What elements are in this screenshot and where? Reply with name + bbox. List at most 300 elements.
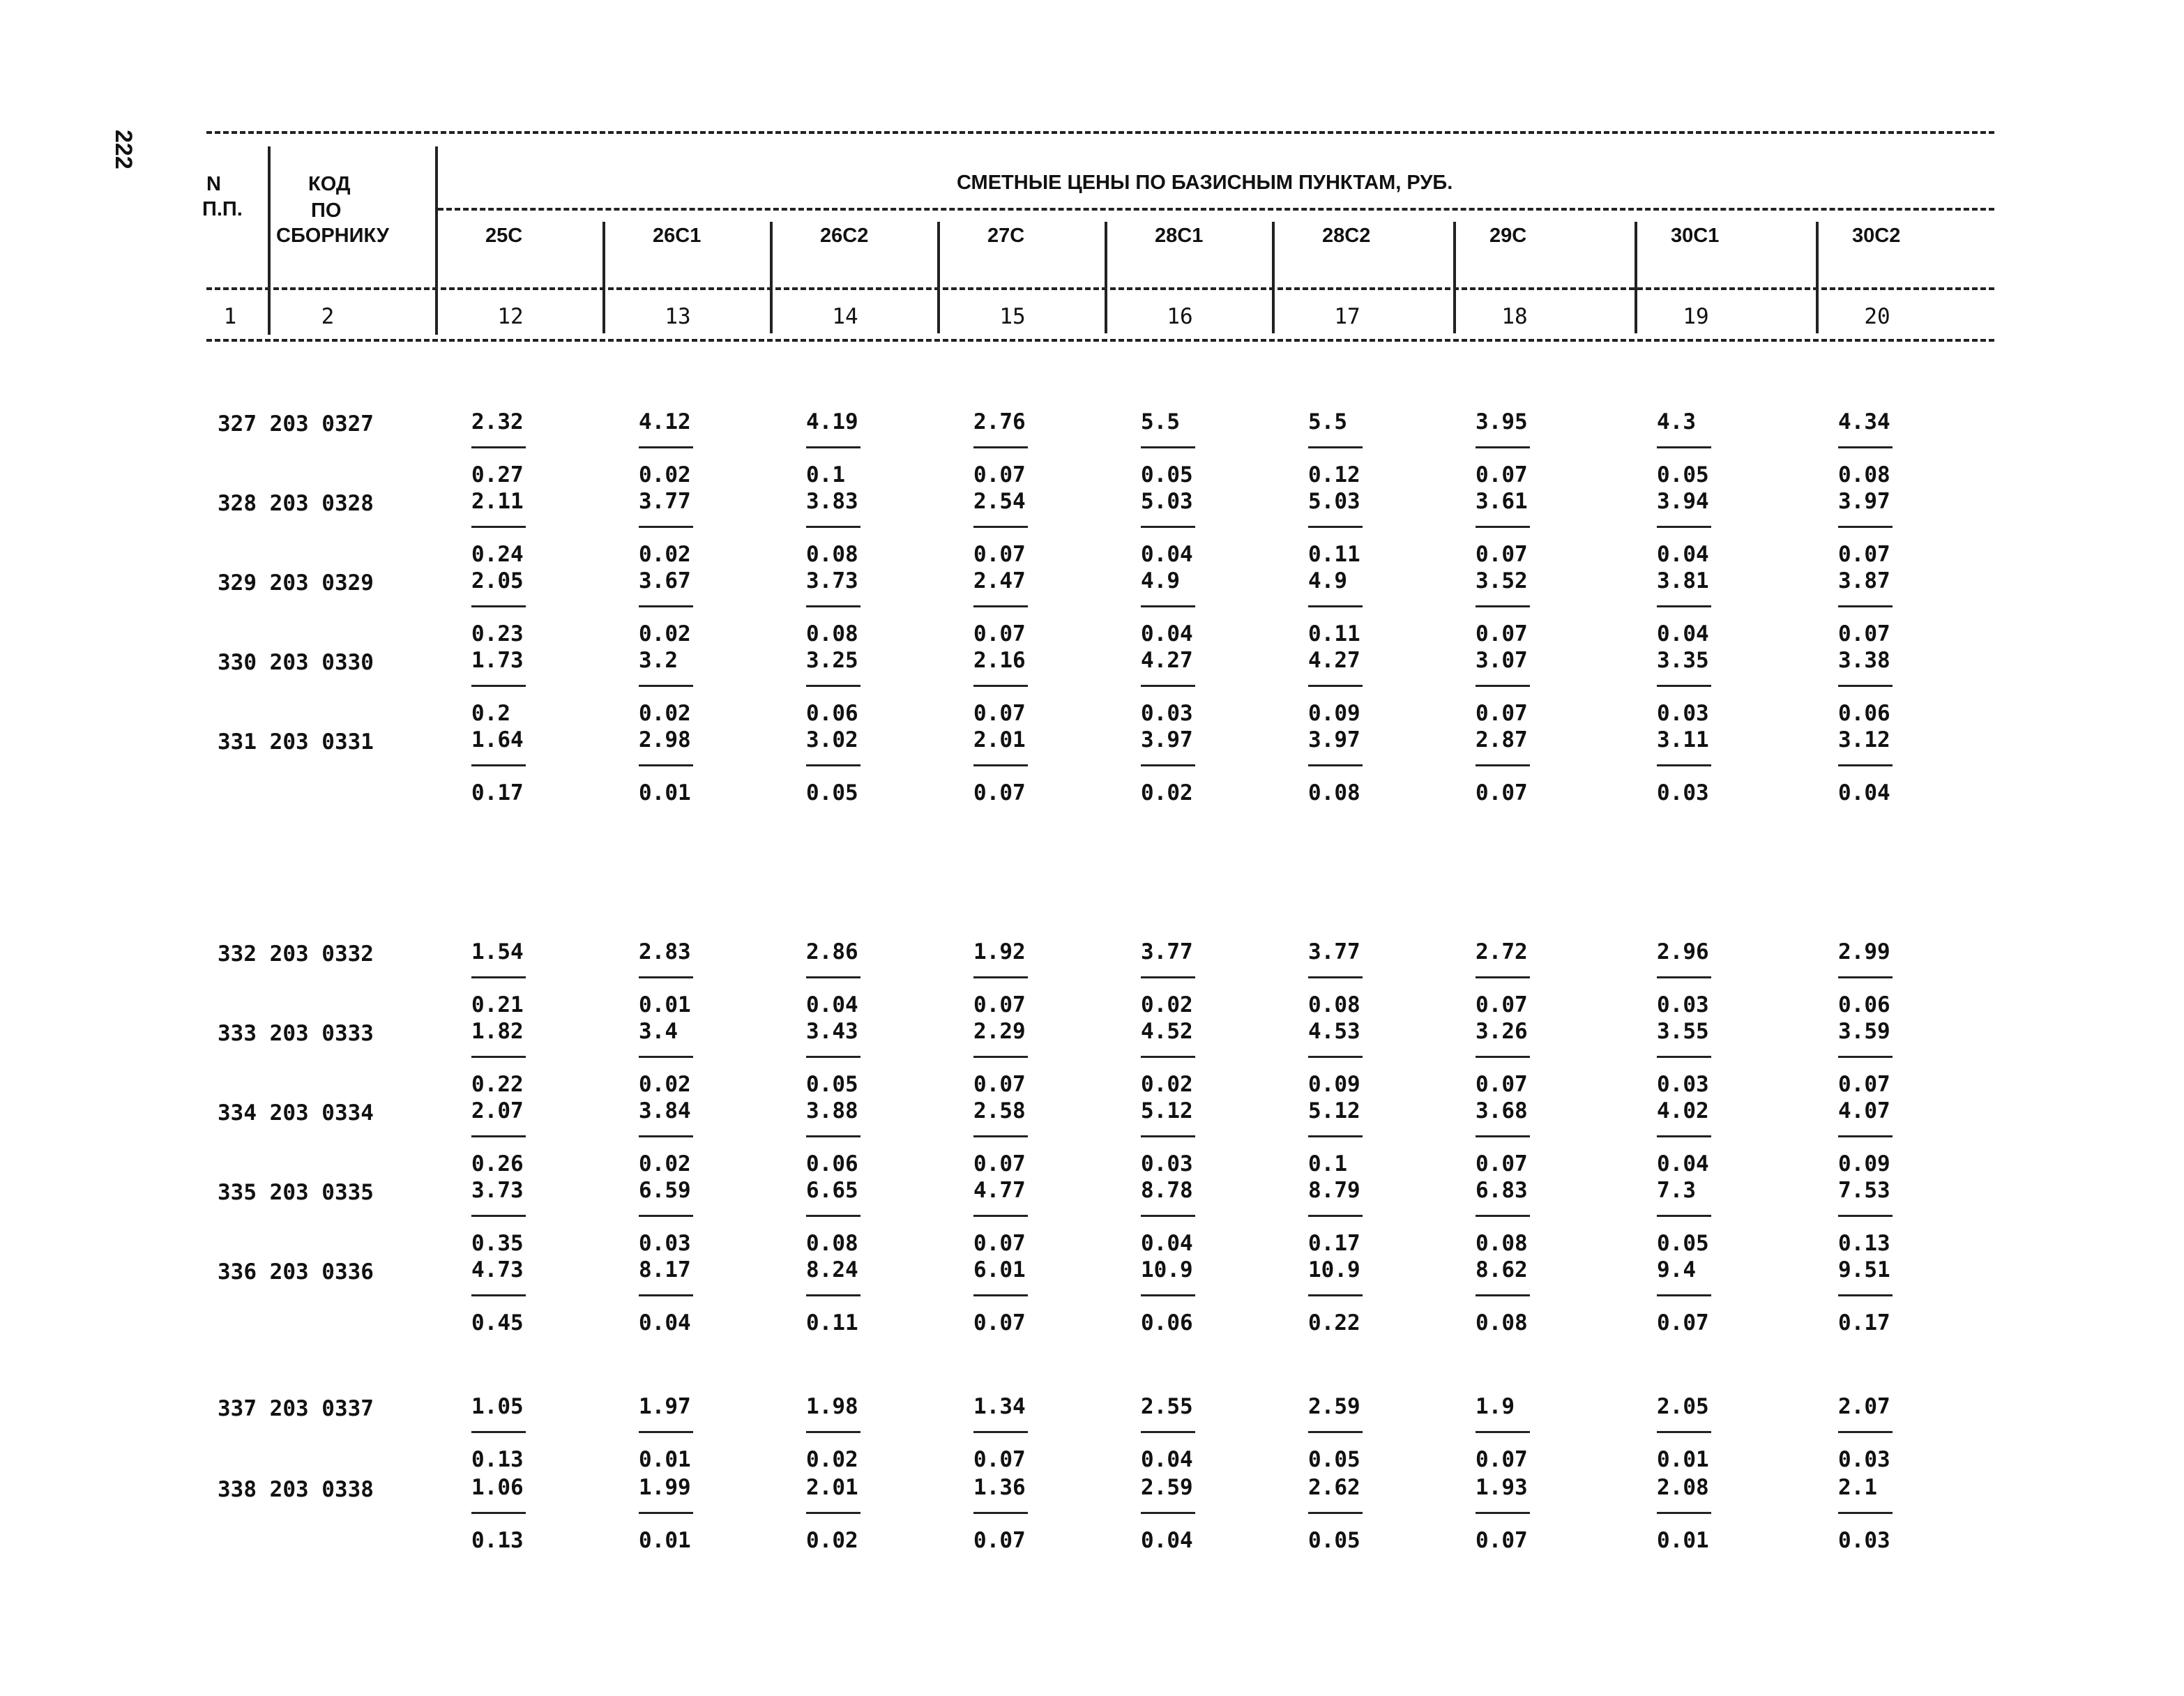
header-top-rule xyxy=(206,131,1994,134)
transport-value: 0.07 xyxy=(1476,992,1528,1017)
fraction-line xyxy=(639,446,693,448)
fraction-line xyxy=(973,605,1028,607)
transport-value: 0.07 xyxy=(973,462,1026,487)
price-value: 10.9 xyxy=(1308,1257,1360,1282)
fraction-line xyxy=(1308,446,1363,448)
fraction-line xyxy=(639,976,693,978)
price-value: 3.4 xyxy=(639,1019,678,1044)
transport-value: 0.02 xyxy=(1141,1072,1193,1097)
price-value: 2.47 xyxy=(973,568,1026,593)
price-value: 3.55 xyxy=(1657,1019,1709,1044)
column-divider xyxy=(1272,222,1275,333)
transport-value: 0.03 xyxy=(1141,701,1193,726)
transport-value: 0.09 xyxy=(1308,1072,1360,1097)
fraction-line xyxy=(1141,1512,1195,1514)
fraction-line xyxy=(1476,605,1530,607)
column-number: 19 xyxy=(1683,304,1709,329)
fraction-line xyxy=(471,685,526,687)
transport-value: 0.07 xyxy=(973,1447,1026,1472)
transport-value: 0.11 xyxy=(1308,621,1360,646)
transport-value: 0.08 xyxy=(1838,462,1890,487)
transport-value: 0.12 xyxy=(1308,462,1360,487)
fraction-line xyxy=(1838,685,1893,687)
price-value: 3.81 xyxy=(1657,568,1709,593)
price-value: 7.3 xyxy=(1657,1178,1696,1203)
price-value: 2.01 xyxy=(806,1475,858,1500)
transport-value: 0.03 xyxy=(1657,1072,1709,1097)
price-value: 4.34 xyxy=(1838,409,1890,434)
fraction-line xyxy=(1476,764,1530,766)
fraction-line xyxy=(1657,764,1711,766)
price-value: 3.12 xyxy=(1838,727,1890,752)
column-number: 16 xyxy=(1167,304,1193,329)
col-num-2: 2 xyxy=(321,304,335,329)
fraction-line xyxy=(471,526,526,528)
fraction-line xyxy=(639,605,693,607)
transport-value: 0.04 xyxy=(1657,621,1709,646)
fraction-line xyxy=(1838,1294,1893,1296)
fraction-line xyxy=(471,446,526,448)
price-value: 1.36 xyxy=(973,1475,1026,1500)
transport-value: 0.04 xyxy=(639,1310,691,1335)
transport-value: 0.06 xyxy=(806,1151,858,1176)
fraction-line xyxy=(1476,685,1530,687)
transport-value: 0.07 xyxy=(973,701,1026,726)
fraction-line xyxy=(1838,1056,1893,1058)
transport-value: 0.04 xyxy=(1657,1151,1709,1176)
transport-value: 0.01 xyxy=(639,1528,691,1553)
price-value: 3.95 xyxy=(1476,409,1528,434)
transport-value: 0.07 xyxy=(973,621,1026,646)
fraction-line xyxy=(1476,1215,1530,1217)
price-value: 3.97 xyxy=(1838,489,1890,514)
transport-value: 0.08 xyxy=(1308,992,1360,1017)
price-value: 7.53 xyxy=(1838,1178,1890,1203)
transport-value: 0.02 xyxy=(639,701,691,726)
fraction-line xyxy=(639,1512,693,1514)
fraction-line xyxy=(471,1215,526,1217)
price-value: 2.32 xyxy=(471,409,524,434)
price-value: 2.96 xyxy=(1657,939,1709,964)
transport-value: 0.06 xyxy=(1838,992,1890,1017)
row-label: 338 203 0338 xyxy=(218,1477,374,1502)
fraction-line xyxy=(1141,764,1195,766)
price-value: 9.51 xyxy=(1838,1257,1890,1282)
transport-value: 0.04 xyxy=(1141,621,1193,646)
price-value: 1.97 xyxy=(639,1394,691,1419)
fraction-line xyxy=(1141,605,1195,607)
transport-value: 0.07 xyxy=(1476,621,1528,646)
price-value: 4.52 xyxy=(1141,1019,1193,1044)
page-number: 222 xyxy=(110,130,137,169)
transport-value: 0.02 xyxy=(806,1447,858,1472)
column-divider xyxy=(1105,222,1107,333)
transport-value: 0.05 xyxy=(806,780,858,805)
transport-value: 0.07 xyxy=(973,1151,1026,1176)
transport-value: 0.07 xyxy=(1657,1310,1709,1335)
header-bottom-rule xyxy=(206,339,1994,342)
transport-value: 0.07 xyxy=(1476,1447,1528,1472)
fraction-line xyxy=(1838,1215,1893,1217)
price-value: 2.01 xyxy=(973,727,1026,752)
fraction-line xyxy=(1476,1512,1530,1514)
price-value: 5.12 xyxy=(1308,1098,1360,1123)
price-value: 4.9 xyxy=(1308,568,1347,593)
pp-label: П.П. xyxy=(202,198,243,220)
price-value: 6.65 xyxy=(806,1178,858,1203)
transport-value: 0.07 xyxy=(1476,780,1528,805)
price-value: 2.76 xyxy=(973,409,1026,434)
transport-value: 0.03 xyxy=(1657,701,1709,726)
fraction-line xyxy=(1308,976,1363,978)
column-header: 28С1 xyxy=(1155,225,1204,247)
transport-value: 0.27 xyxy=(471,462,524,487)
column-divider xyxy=(937,222,940,333)
fraction-line xyxy=(973,526,1028,528)
col-num-1: 1 xyxy=(223,304,237,329)
transport-value: 0.13 xyxy=(1838,1231,1890,1256)
column-number: 18 xyxy=(1501,304,1528,329)
column-number: 15 xyxy=(999,304,1026,329)
transport-value: 0.08 xyxy=(806,621,858,646)
transport-value: 0.11 xyxy=(806,1310,858,1335)
transport-value: 0.07 xyxy=(973,1310,1026,1335)
fraction-line xyxy=(1141,1431,1195,1433)
transport-value: 0.08 xyxy=(806,1231,858,1256)
transport-value: 0.07 xyxy=(973,780,1026,805)
code-label-1: КОД xyxy=(308,173,351,195)
transport-value: 0.03 xyxy=(1657,992,1709,1017)
row-label: 332 203 0332 xyxy=(218,941,374,967)
price-value: 4.3 xyxy=(1657,409,1696,434)
price-value: 3.77 xyxy=(1141,939,1193,964)
fraction-line xyxy=(1657,1512,1711,1514)
price-value: 2.07 xyxy=(471,1098,524,1123)
fraction-line xyxy=(471,1056,526,1058)
price-value: 1.64 xyxy=(471,727,524,752)
fraction-line xyxy=(806,1512,860,1514)
price-value: 3.97 xyxy=(1308,727,1360,752)
header-mid-rule xyxy=(206,287,1994,290)
fraction-line xyxy=(1308,764,1363,766)
transport-value: 0.01 xyxy=(1657,1528,1709,1553)
transport-value: 0.06 xyxy=(1838,701,1890,726)
price-value: 4.19 xyxy=(806,409,858,434)
price-value: 4.9 xyxy=(1141,568,1180,593)
transport-value: 0.17 xyxy=(1838,1310,1890,1335)
fraction-line xyxy=(973,1294,1028,1296)
transport-value: 0.05 xyxy=(1308,1528,1360,1553)
column-header: 30С2 xyxy=(1852,225,1901,247)
price-value: 2.55 xyxy=(1141,1394,1193,1419)
fraction-line xyxy=(1476,446,1530,448)
price-value: 9.4 xyxy=(1657,1257,1696,1282)
fraction-line xyxy=(639,764,693,766)
transport-value: 0.02 xyxy=(639,1072,691,1097)
transport-value: 0.07 xyxy=(1838,1072,1890,1097)
transport-value: 0.02 xyxy=(639,621,691,646)
fraction-line xyxy=(471,605,526,607)
row-label: 330 203 0330 xyxy=(218,650,374,675)
price-value: 3.59 xyxy=(1838,1019,1890,1044)
transport-value: 0.01 xyxy=(639,780,691,805)
fraction-line xyxy=(1308,1512,1363,1514)
transport-value: 0.22 xyxy=(471,1072,524,1097)
fraction-line xyxy=(1308,605,1363,607)
column-header: 26С1 xyxy=(653,225,702,247)
price-value: 1.99 xyxy=(639,1475,691,1500)
price-value: 3.84 xyxy=(639,1098,691,1123)
transport-value: 0.17 xyxy=(1308,1231,1360,1256)
transport-value: 0.03 xyxy=(1838,1528,1890,1553)
transport-value: 0.04 xyxy=(1838,780,1890,805)
price-value: 1.54 xyxy=(471,939,524,964)
price-value: 8.79 xyxy=(1308,1178,1360,1203)
price-value: 3.83 xyxy=(806,489,858,514)
fraction-line xyxy=(1141,526,1195,528)
price-value: 3.68 xyxy=(1476,1098,1528,1123)
transport-value: 0.07 xyxy=(973,542,1026,567)
fraction-line xyxy=(806,605,860,607)
transport-value: 0.07 xyxy=(973,1231,1026,1256)
transport-value: 0.07 xyxy=(1476,462,1528,487)
price-value: 3.94 xyxy=(1657,489,1709,514)
fraction-line xyxy=(471,1294,526,1296)
transport-value: 0.22 xyxy=(1308,1310,1360,1335)
column-divider xyxy=(602,222,605,333)
price-value: 2.59 xyxy=(1308,1394,1360,1419)
transport-value: 0.04 xyxy=(1657,542,1709,567)
price-value: 3.77 xyxy=(1308,939,1360,964)
transport-value: 0.2 xyxy=(471,701,510,726)
transport-value: 0.04 xyxy=(806,992,858,1017)
transport-value: 0.13 xyxy=(471,1447,524,1472)
fraction-line xyxy=(973,1431,1028,1433)
column-number: 17 xyxy=(1334,304,1360,329)
column-number: 20 xyxy=(1864,304,1890,329)
price-value: 8.17 xyxy=(639,1257,691,1282)
fraction-line xyxy=(639,526,693,528)
transport-value: 0.21 xyxy=(471,992,524,1017)
fraction-line xyxy=(1657,1135,1711,1137)
fraction-line xyxy=(1476,976,1530,978)
row-label: 335 203 0335 xyxy=(218,1180,374,1205)
fraction-line xyxy=(1657,1215,1711,1217)
fraction-line xyxy=(1838,1431,1893,1433)
fraction-line xyxy=(1476,1056,1530,1058)
fraction-line xyxy=(639,1294,693,1296)
fraction-line xyxy=(1308,685,1363,687)
column-divider xyxy=(1816,222,1819,333)
transport-value: 0.04 xyxy=(1141,542,1193,567)
fraction-line xyxy=(1657,526,1711,528)
column-header: 30С1 xyxy=(1671,225,1720,247)
transport-value: 0.08 xyxy=(1476,1231,1528,1256)
transport-value: 0.05 xyxy=(1657,1231,1709,1256)
transport-value: 0.09 xyxy=(1308,701,1360,726)
fraction-line xyxy=(1476,526,1530,528)
price-value: 3.77 xyxy=(639,489,691,514)
transport-value: 0.07 xyxy=(973,992,1026,1017)
price-value: 2.05 xyxy=(1657,1394,1709,1419)
fraction-line xyxy=(639,1431,693,1433)
price-value: 4.27 xyxy=(1308,648,1360,673)
column-number: 12 xyxy=(497,304,524,329)
column-number: 14 xyxy=(832,304,858,329)
column-divider xyxy=(1635,222,1637,333)
price-value: 4.73 xyxy=(471,1257,524,1282)
transport-value: 0.07 xyxy=(1476,1528,1528,1553)
row-label: 327 203 0327 xyxy=(218,411,374,437)
price-value: 3.02 xyxy=(806,727,858,752)
price-value: 2.05 xyxy=(471,568,524,593)
fraction-line xyxy=(806,976,860,978)
fraction-line xyxy=(1476,1294,1530,1296)
transport-value: 0.24 xyxy=(471,542,524,567)
transport-value: 0.08 xyxy=(1308,780,1360,805)
price-value: 3.11 xyxy=(1657,727,1709,752)
row-label: 328 203 0328 xyxy=(218,491,374,516)
fraction-line xyxy=(1476,1135,1530,1137)
fraction-line xyxy=(806,446,860,448)
fraction-line xyxy=(806,1294,860,1296)
column-header: 25С xyxy=(485,225,523,247)
fraction-line xyxy=(973,1512,1028,1514)
fraction-line xyxy=(1838,1512,1893,1514)
transport-value: 0.23 xyxy=(471,621,524,646)
fraction-line xyxy=(973,976,1028,978)
fraction-line xyxy=(1141,1294,1195,1296)
fraction-line xyxy=(973,446,1028,448)
fraction-line xyxy=(1308,1135,1363,1137)
fraction-line xyxy=(1657,685,1711,687)
group-title: СМЕТНЫЕ ЦЕНЫ ПО БАЗИСНЫМ ПУНКТАМ, РУБ. xyxy=(957,172,1453,194)
price-value: 5.5 xyxy=(1308,409,1347,434)
row-label: 337 203 0337 xyxy=(218,1396,374,1421)
fraction-line xyxy=(1476,1431,1530,1433)
fraction-line xyxy=(639,685,693,687)
fraction-line xyxy=(639,1135,693,1137)
price-value: 3.43 xyxy=(806,1019,858,1044)
column-header: 27С xyxy=(987,225,1025,247)
price-value: 1.05 xyxy=(471,1394,524,1419)
fraction-line xyxy=(806,1215,860,1217)
price-value: 4.53 xyxy=(1308,1019,1360,1044)
price-value: 1.73 xyxy=(471,648,524,673)
price-value: 2.58 xyxy=(973,1098,1026,1123)
n-label: N xyxy=(206,173,221,195)
transport-value: 0.07 xyxy=(973,1072,1026,1097)
fraction-line xyxy=(1141,685,1195,687)
fraction-line xyxy=(1657,446,1711,448)
price-value: 1.82 xyxy=(471,1019,524,1044)
fraction-line xyxy=(1657,605,1711,607)
fraction-line xyxy=(1141,976,1195,978)
transport-value: 0.07 xyxy=(973,1528,1026,1553)
transport-value: 0.07 xyxy=(1476,1151,1528,1176)
price-value: 2.83 xyxy=(639,939,691,964)
price-value: 4.07 xyxy=(1838,1098,1890,1123)
fraction-line xyxy=(1308,1215,1363,1217)
fraction-line xyxy=(1838,764,1893,766)
fraction-line xyxy=(639,1056,693,1058)
price-value: 4.02 xyxy=(1657,1098,1709,1123)
price-value: 3.73 xyxy=(806,568,858,593)
price-value: 1.92 xyxy=(973,939,1026,964)
price-value: 6.83 xyxy=(1476,1178,1528,1203)
column-header: 28С2 xyxy=(1322,225,1371,247)
price-value: 6.01 xyxy=(973,1257,1026,1282)
price-value: 2.72 xyxy=(1476,939,1528,964)
transport-value: 0.03 xyxy=(1657,780,1709,805)
row-label: 334 203 0334 xyxy=(218,1100,374,1126)
fraction-line xyxy=(806,1431,860,1433)
fraction-line xyxy=(471,764,526,766)
price-value: 8.24 xyxy=(806,1257,858,1282)
row-label: 336 203 0336 xyxy=(218,1259,374,1285)
price-value: 4.27 xyxy=(1141,648,1193,673)
transport-value: 0.05 xyxy=(806,1072,858,1097)
transport-value: 0.06 xyxy=(1141,1310,1193,1335)
fraction-line xyxy=(1838,1135,1893,1137)
price-value: 3.26 xyxy=(1476,1019,1528,1044)
price-value: 2.62 xyxy=(1308,1475,1360,1500)
price-value: 3.2 xyxy=(639,648,678,673)
column-header: 26С2 xyxy=(820,225,869,247)
price-value: 10.9 xyxy=(1141,1257,1193,1282)
price-value: 3.73 xyxy=(471,1178,524,1203)
transport-value: 0.07 xyxy=(1476,701,1528,726)
transport-value: 0.03 xyxy=(1838,1447,1890,1472)
price-value: 4.77 xyxy=(973,1178,1026,1203)
fraction-line xyxy=(1838,446,1893,448)
transport-value: 0.04 xyxy=(1141,1447,1193,1472)
price-value: 4.12 xyxy=(639,409,691,434)
column-divider xyxy=(1453,222,1456,333)
fraction-line xyxy=(1308,526,1363,528)
price-value: 2.54 xyxy=(973,489,1026,514)
fraction-line xyxy=(1838,605,1893,607)
price-value: 2.98 xyxy=(639,727,691,752)
price-value: 3.67 xyxy=(639,568,691,593)
fraction-line xyxy=(1308,1431,1363,1433)
price-value: 3.25 xyxy=(806,648,858,673)
transport-value: 0.45 xyxy=(471,1310,524,1335)
fraction-line xyxy=(806,685,860,687)
price-value: 3.97 xyxy=(1141,727,1193,752)
price-value: 2.08 xyxy=(1657,1475,1709,1500)
fraction-line xyxy=(806,526,860,528)
price-value: 5.03 xyxy=(1308,489,1360,514)
row-label: 329 203 0329 xyxy=(218,570,374,596)
price-value: 3.52 xyxy=(1476,568,1528,593)
fraction-line xyxy=(471,1431,526,1433)
fraction-line xyxy=(1308,1294,1363,1296)
transport-value: 0.07 xyxy=(1476,542,1528,567)
transport-value: 0.01 xyxy=(639,1447,691,1472)
column-divider xyxy=(770,222,773,333)
transport-value: 0.06 xyxy=(806,701,858,726)
fraction-line xyxy=(973,764,1028,766)
transport-value: 0.01 xyxy=(639,992,691,1017)
group-title-rule xyxy=(438,208,1994,211)
transport-value: 0.35 xyxy=(471,1231,524,1256)
price-value: 3.87 xyxy=(1838,568,1890,593)
price-value: 3.35 xyxy=(1657,648,1709,673)
transport-value: 0.05 xyxy=(1657,462,1709,487)
price-value: 2.29 xyxy=(973,1019,1026,1044)
column-number: 13 xyxy=(665,304,691,329)
